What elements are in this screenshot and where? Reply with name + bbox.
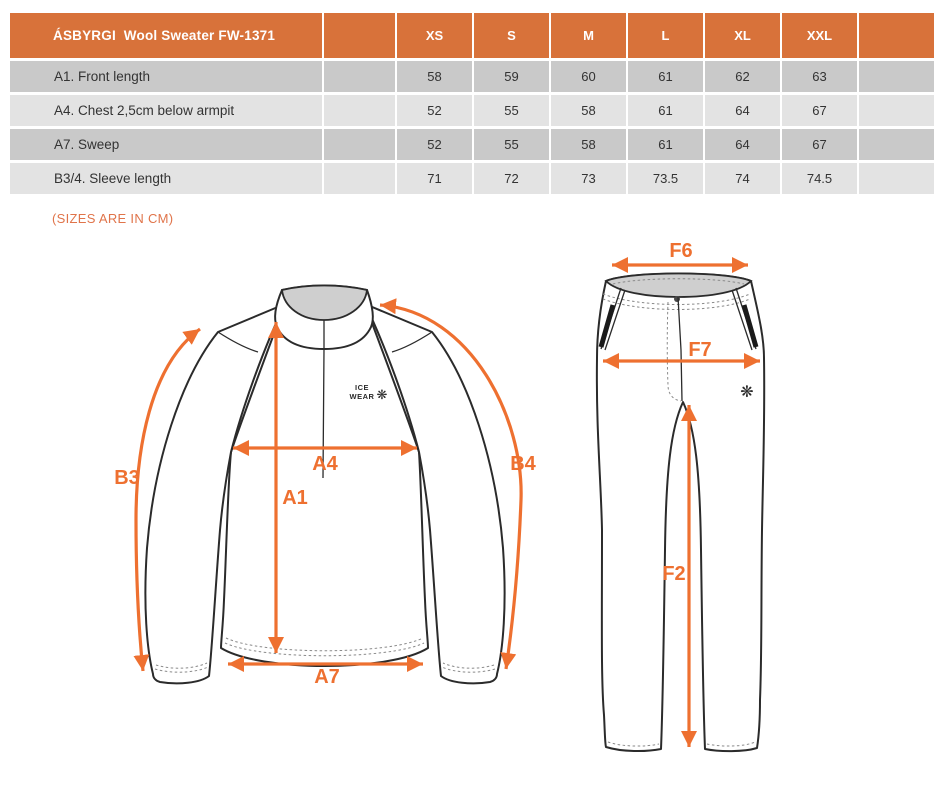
size-header-l: L (628, 13, 703, 58)
table-title: ÁSBYRGI Wool Sweater FW-1371 (10, 13, 322, 58)
value-cell: 55 (474, 95, 549, 126)
row-label: A1. Front length (10, 61, 322, 92)
value-cell: 58 (551, 129, 626, 160)
sizes-unit-note: (SIZES ARE IN CM) (52, 211, 174, 226)
waist-button (674, 296, 680, 302)
value-cell: 58 (551, 95, 626, 126)
size-header-xl: XL (705, 13, 780, 58)
measure-label-b4: B4 (510, 453, 536, 475)
value-cell: 73.5 (628, 163, 703, 194)
value-cell: 64 (705, 95, 780, 126)
measure-label-a7: A7 (314, 666, 340, 688)
measure-label-a4: A4 (312, 453, 338, 475)
value-cell: 61 (628, 61, 703, 92)
measure-label-b3: B3 (114, 467, 140, 489)
value-cell: 73 (551, 163, 626, 194)
value-cell: 61 (628, 95, 703, 126)
sweater-drawing (114, 286, 536, 689)
measure-label-f6: F6 (669, 240, 693, 262)
size-header-xxl: XXL (782, 13, 857, 58)
value-cell: 63 (782, 61, 857, 92)
value-cell: 58 (397, 61, 472, 92)
measure-label-f7: F7 (688, 339, 712, 361)
value-cell: 67 (782, 95, 857, 126)
value-cell: 64 (705, 129, 780, 160)
row-label: B3/4. Sleeve length (10, 163, 322, 194)
value-cell: 74.5 (782, 163, 857, 194)
measure-label-a1: A1 (282, 487, 308, 509)
value-cell: 55 (474, 129, 549, 160)
value-cell: 67 (782, 129, 857, 160)
value-cell: 62 (705, 61, 780, 92)
size-header-xs: XS (397, 13, 472, 58)
value-cell: 71 (397, 163, 472, 194)
size-header-m: M (551, 13, 626, 58)
value-cell: 72 (474, 163, 549, 194)
snowflake-icon: ❋ (740, 384, 754, 401)
pants-drawing (597, 240, 764, 751)
snowflake-icon: ❋ (376, 387, 388, 402)
size-header-s: S (474, 13, 549, 58)
value-cell: 59 (474, 61, 549, 92)
row-label: A4. Chest 2,5cm below armpit (10, 95, 322, 126)
value-cell: 61 (628, 129, 703, 160)
logo-text-ice: ICE (354, 383, 370, 392)
value-cell: 74 (705, 163, 780, 194)
value-cell: 52 (397, 129, 472, 160)
measure-label-f2: F2 (662, 563, 686, 585)
logo-text-wear: WEAR (349, 392, 375, 401)
row-label: A7. Sweep (10, 129, 322, 160)
value-cell: 60 (551, 61, 626, 92)
value-cell: 52 (397, 95, 472, 126)
